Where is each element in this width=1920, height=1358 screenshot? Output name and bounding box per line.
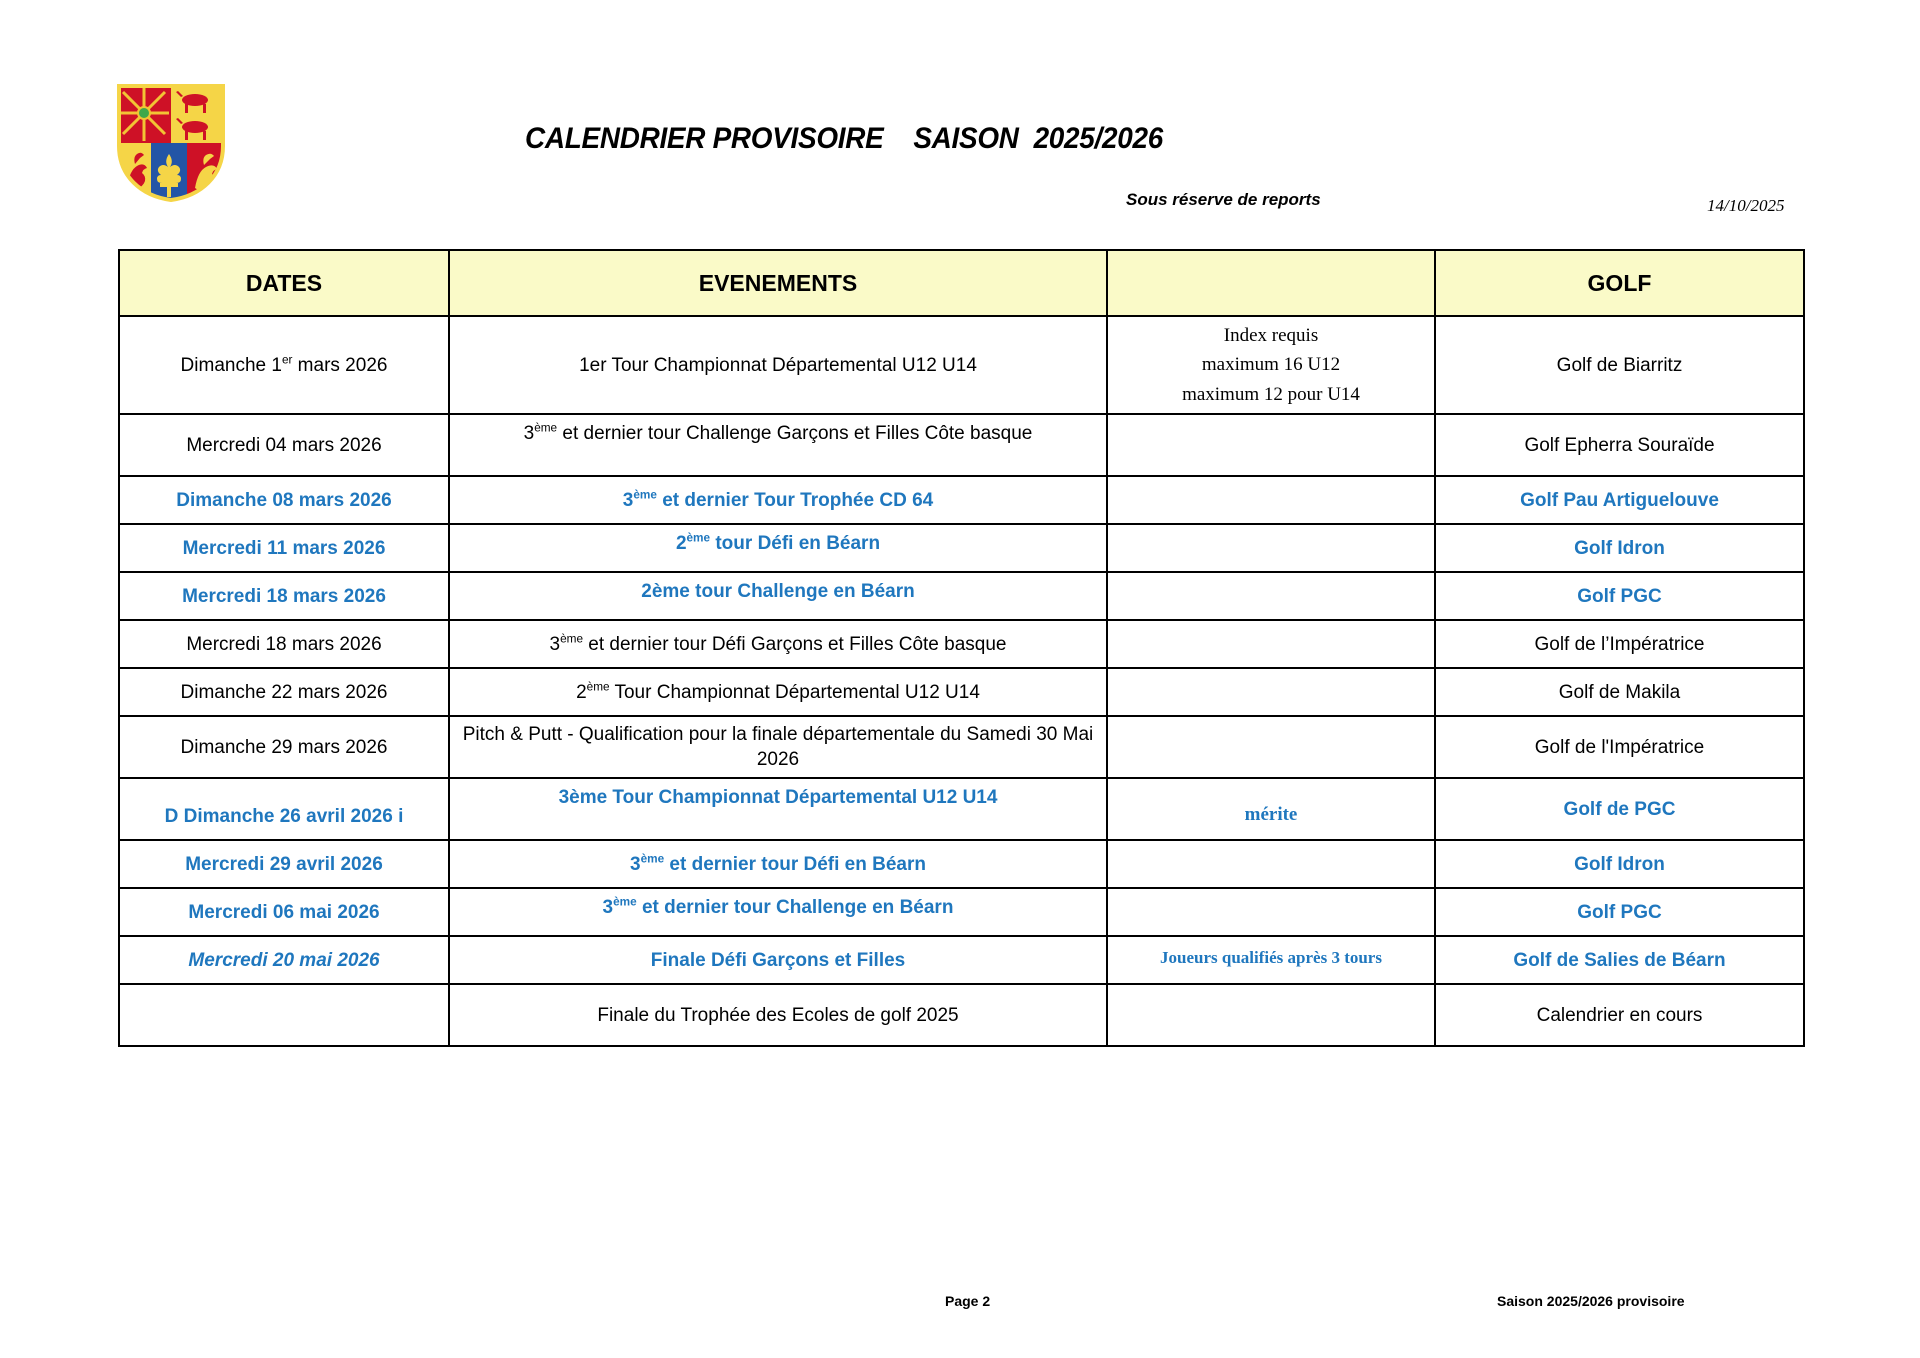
cell-date: Mercredi 18 mars 2026 (119, 572, 449, 620)
cell-index (1107, 668, 1435, 716)
event-ordinal-sup: ème (534, 421, 558, 435)
cell-golf: Golf Pau Artiguelouve (1435, 476, 1804, 524)
document-header (0, 0, 1920, 240)
event-ordinal-sup: ème (640, 852, 665, 866)
cell-index (1107, 476, 1435, 524)
cell-golf: Golf de Makila (1435, 668, 1804, 716)
cell-event (449, 524, 1107, 572)
event-text-post: et dernier tour Défi Garçons et Filles Côte basque (582, 633, 1007, 655)
event-ordinal-sup: ème (633, 488, 657, 502)
event-text: 2 (675, 533, 687, 555)
cell-date: Mercredi 11 mars 2026 (119, 524, 449, 572)
table-row (119, 716, 1804, 778)
cell-event: 3ème Tour Championnat Départemental U12 U14 (449, 778, 1107, 840)
document-subtitle: Sous réserve de reports (1126, 190, 1321, 209)
cell-golf: Golf de Salies de Béarn (1435, 936, 1804, 984)
table-row (119, 620, 1804, 668)
footer-season-label: Saison 2025/2026 provisoire (1497, 1293, 1685, 1309)
cell-date (119, 316, 449, 414)
column-header-dates: DATES (119, 250, 449, 316)
cell-index: Joueurs qualifiés après 3 tours (1107, 936, 1435, 984)
event-text-post: tour Défi en Béarn (710, 533, 881, 555)
cell-event (449, 840, 1107, 888)
cell-date: Mercredi 20 mai 2026 (119, 936, 449, 984)
index-line-3: maximum 12 pour U14 (1182, 383, 1360, 405)
cell-date: Mercredi 18 mars 2026 (119, 620, 449, 668)
event-text-post: Tour Championnat Départemental U12 U14 (609, 681, 980, 703)
column-header-golf: GOLF (1435, 250, 1804, 316)
cell-event (449, 620, 1107, 668)
index-line-1: Index requis (1223, 325, 1319, 346)
event-ordinal-sup: ème (613, 895, 637, 909)
cell-index (1107, 984, 1435, 1046)
event-text-post: et dernier tour Challenge en Béarn (636, 897, 954, 919)
event-text-post: et dernier Tour Trophée CD 64 (656, 489, 934, 511)
cell-golf: Golf PGC (1435, 888, 1804, 936)
cell-index (1107, 620, 1435, 668)
cell-event (449, 414, 1107, 476)
calendar-table (118, 249, 1805, 1047)
event-text-post: et dernier tour Challenge Garçons et Filles Côte basque (557, 423, 1033, 445)
cell-date: Mercredi 06 mai 2026 (119, 888, 449, 936)
cell-index (1107, 414, 1435, 476)
table-row (119, 524, 1804, 572)
cell-golf: Golf Idron (1435, 840, 1804, 888)
event-ordinal-sup: ème (586, 680, 610, 694)
cell-event: Pitch & Putt - Qualification pour la finale départementale du Samedi 30 Mai 2026 (449, 716, 1107, 778)
cell-date: D Dimanche 26 avril 2026 i (119, 778, 449, 840)
cell-date: Mercredi 29 avril 2026 (119, 840, 449, 888)
footer-page-number: Page 2 (945, 1293, 991, 1309)
event-text: 3 (523, 423, 535, 445)
cell-golf: Calendrier en cours (1435, 984, 1804, 1046)
event-ordinal-sup: ème (560, 632, 583, 646)
cell-date: Dimanche 29 mars 2026 (119, 716, 449, 778)
table-row (119, 668, 1804, 716)
cell-index (1107, 572, 1435, 620)
cell-golf: Golf PGC (1435, 572, 1804, 620)
event-text: 3 (622, 489, 634, 511)
coat-of-arms-icon (117, 84, 225, 202)
cell-event: Finale Défi Garçons et Filles (449, 936, 1107, 984)
cell-golf: Golf de Biarritz (1435, 316, 1804, 414)
cell-event (449, 476, 1107, 524)
table-row (119, 936, 1804, 984)
index-line-2: maximum 16 U12 (1201, 354, 1341, 376)
table-row (119, 778, 1804, 840)
event-text: 3 (549, 633, 561, 655)
event-text: 3 (630, 853, 641, 875)
cell-date (119, 984, 449, 1046)
cell-golf: Golf de l'Impératrice (1435, 716, 1804, 778)
cell-event: 1er Tour Championnat Départemental U12 U14 (449, 316, 1107, 414)
event-ordinal-sup: ème (686, 531, 711, 545)
cell-index (1107, 316, 1435, 414)
cell-date: Dimanche 22 mars 2026 (119, 668, 449, 716)
cell-golf: Golf de PGC (1435, 778, 1804, 840)
cell-index (1107, 888, 1435, 936)
date-text: Dimanche 1 (180, 354, 282, 376)
cell-index: mérite (1107, 778, 1435, 840)
column-header-events: EVENEMENTS (449, 250, 1107, 316)
table-row (119, 414, 1804, 476)
cell-event (449, 888, 1107, 936)
cell-event (449, 668, 1107, 716)
event-text: 3 (602, 897, 614, 919)
event-text: 2 (576, 681, 587, 703)
table-row (119, 888, 1804, 936)
cell-index (1107, 524, 1435, 572)
date-ordinal-sup: er (281, 353, 293, 367)
cell-event: Finale du Trophée des Ecoles de golf 2025 (449, 984, 1107, 1046)
cell-date: Mercredi 04 mars 2026 (119, 414, 449, 476)
cell-golf: Golf Idron (1435, 524, 1804, 572)
date-text-post: mars 2026 (292, 354, 388, 376)
table-row (119, 840, 1804, 888)
document-date: 14/10/2025 (1707, 196, 1785, 215)
column-header-index (1107, 250, 1435, 316)
cell-golf: Golf Epherra Souraïde (1435, 414, 1804, 476)
cell-date: Dimanche 08 mars 2026 (119, 476, 449, 524)
event-text-post: et dernier tour Défi en Béarn (664, 853, 926, 875)
cell-event: 2ème tour Challenge en Béarn (449, 572, 1107, 620)
table-row (119, 984, 1804, 1046)
table-row (119, 316, 1804, 414)
cell-index (1107, 840, 1435, 888)
table-row (119, 572, 1804, 620)
page-title: CALENDRIER PROVISOIRE SAISON 2025/2026 (525, 122, 1163, 155)
cell-index (1107, 716, 1435, 778)
table-header-row (119, 250, 1804, 316)
cell-golf: Golf de l’Impératrice (1435, 620, 1804, 668)
table-row (119, 476, 1804, 524)
